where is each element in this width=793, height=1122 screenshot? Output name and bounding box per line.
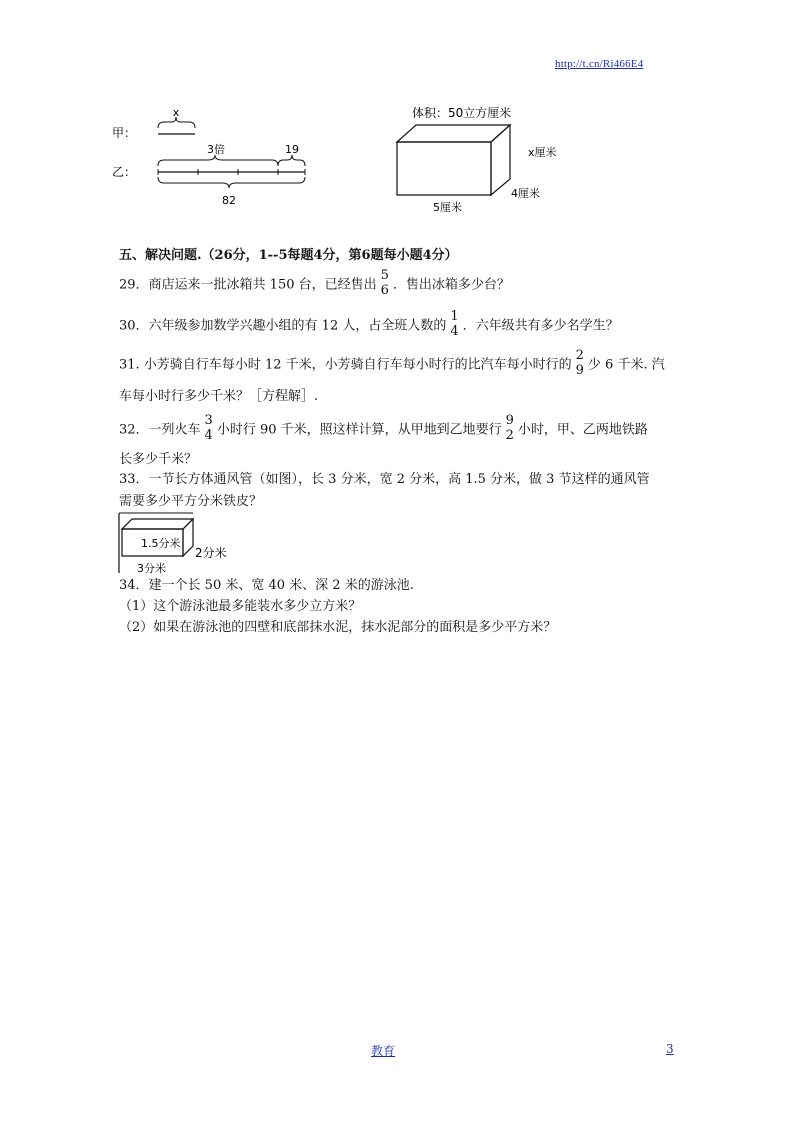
question-31: 31. 小芳骑自行车每小时 12 千米，小芳骑自行车每小时行的比汽车每小时行的 2 9 少 6 千米. 汽 [119,348,665,378]
jia-label: 甲： [112,126,137,140]
question-30: 30．六年级参加数学兴趣小组的有 12 人，占全班人数的 1 4 ．六年级共有多少名学生？ [119,309,619,339]
question-33: 33．一节长方体通风管（如图），长 3 分米，宽 2 分米，高 1.5 分米，做 3 节这样的通风管 [119,472,650,487]
question-34-part-2: （2）如果在游泳池的四壁和底部抹水泥，抹水泥部分的面积是多少平方米？ [119,620,557,635]
plus-brace [278,155,305,166]
footer-link[interactable]: 教育 [371,1044,396,1058]
length-label: 5厘米 [433,201,462,214]
x-label: x [172,106,180,119]
question-34: 34．建一个长 50 米、宽 40 米、深 2 米的游泳池. [119,578,414,593]
question-34-part-1: （1）这个游泳池最多能装水多少立方米？ [119,599,362,614]
total-brace [158,177,305,188]
duct-length-label: 3分米 [137,562,166,575]
depth-label: 4厘米 [511,187,540,200]
fraction: 2 9 [575,348,584,378]
fraction: 9 2 [505,413,514,443]
section-title: 五、解决问题.（26分，1--5每题4分，第6题每小题4分） [119,248,458,263]
header-link[interactable]: http://t.cn/Ri466E4 [555,58,644,70]
yi-label: 乙： [112,165,137,179]
duct-diagram [115,511,240,575]
total-label: 82 [222,194,236,207]
page-number[interactable]: 3 [666,1042,674,1056]
cuboid-front [397,142,491,195]
times-brace [158,155,278,166]
duct-height-label: 1.5分米 [141,537,181,550]
fraction: 1 4 [450,309,459,339]
fraction: 5 6 [380,268,389,298]
duct-side [183,519,193,556]
question-32: 32．一列火车 3 4 小时行 90 千米，照这样计算，从甲地到乙地要行 9 2 小时，甲、乙两地铁路 [119,413,648,443]
plus-label: 19 [285,143,299,156]
volume-label: 体积：50立方厘米 [412,106,512,120]
duct-width-label: 2分米 [195,546,227,560]
question-32-line-2: 长多少千米？ [119,452,198,467]
cuboid-diagram [390,100,580,218]
x-brace [158,117,195,128]
duct-top [122,519,193,529]
question-31-line-2: 车每小时行多少千米？［方程解］. [119,389,319,404]
bar-model-diagram [112,100,322,208]
question-29: 29．商店运来一批冰箱共 150 台，已经售出 5 6 ．售出冰箱多少台？ [119,268,510,298]
fraction: 3 4 [204,413,213,443]
times-label: 3倍 [207,143,225,156]
cuboid-side [491,125,510,195]
question-33-line-2: 需要多少平方分米铁皮？ [119,494,263,509]
height-label: x厘米 [528,146,557,159]
